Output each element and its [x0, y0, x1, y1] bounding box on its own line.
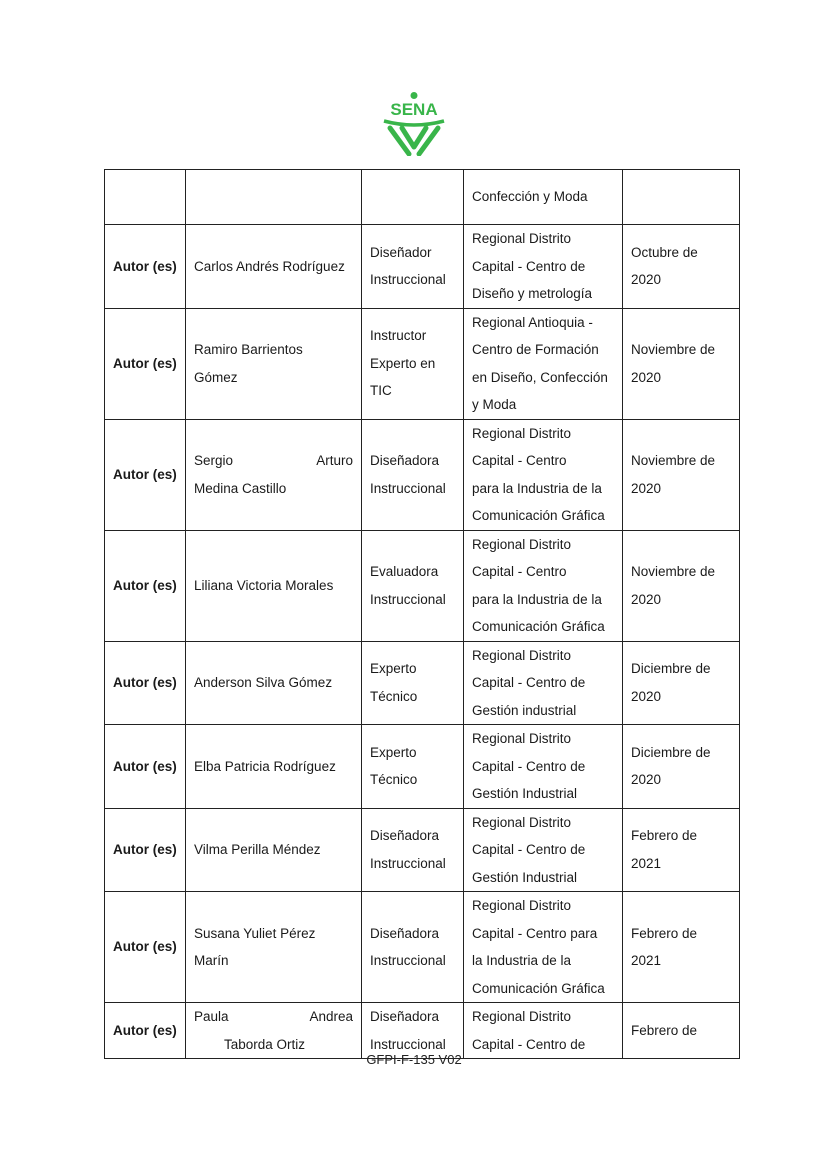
cell-line: Capital - Centro de: [472, 1036, 586, 1052]
cell-line: Sergio Arturo: [194, 453, 353, 468]
cell-line: 2020: [631, 772, 662, 788]
cell-line: en Diseño, Confección: [472, 369, 608, 385]
role-cell: Autor (es): [105, 641, 186, 725]
cell-line: Técnico: [370, 772, 418, 788]
cell-line: Gómez: [194, 369, 238, 385]
cell-line: Anderson Silva Gómez: [194, 675, 333, 690]
cell-line: Diciembre de: [631, 744, 711, 760]
cell-line: la Industria de la: [472, 953, 572, 968]
position-cell: [362, 419, 464, 530]
role-cell: Autor (es): [105, 308, 186, 419]
name-cell: [186, 808, 362, 892]
name-cell: [186, 419, 362, 530]
cell-line: Ramiro Barrientos: [194, 342, 303, 357]
position-cell: [362, 530, 464, 641]
name-cell: [186, 225, 362, 309]
cell-line: Diseñador: [370, 244, 432, 260]
cell-line: Capital - Centro de: [472, 675, 586, 690]
date-cell: [623, 641, 740, 725]
cell-line: TIC: [370, 383, 392, 399]
cell-line: Vilma Perilla Méndez: [194, 842, 321, 857]
role-cell: Autor (es): [105, 419, 186, 530]
position-cell: [362, 225, 464, 309]
cell-line: Marín: [194, 953, 229, 968]
name-cell: [186, 170, 362, 225]
position-cell: [362, 308, 464, 419]
date-cell: [623, 725, 740, 809]
table-row: [105, 170, 740, 225]
cell-line: Instruccional: [370, 272, 446, 288]
cell-line: Capital - Centro de: [472, 258, 586, 274]
unit-cell: [464, 725, 623, 809]
position-cell: [362, 641, 464, 725]
date-cell: [623, 308, 740, 419]
cell-line: Evaluadora: [370, 564, 439, 579]
cell-line: Elba Patricia Rodríguez: [194, 758, 336, 774]
table-row: [105, 530, 740, 641]
date-cell: [623, 1003, 740, 1059]
table-row: [105, 419, 740, 530]
cell-line: 2020: [631, 369, 662, 385]
cell-line: Febrero de: [631, 828, 698, 844]
cell-line: Carlos Andrés Rodríguez: [194, 258, 345, 274]
cell-line: para la Industria de la: [472, 480, 602, 496]
cell-line: 2021: [631, 953, 662, 968]
cell-line: Experto: [370, 661, 417, 677]
cell-line: Capital - Centro: [472, 564, 567, 579]
cell-line: Capital - Centro para: [472, 925, 598, 941]
unit-cell: [464, 170, 623, 225]
cell-line: Regional Distrito: [472, 814, 572, 830]
role-cell: Autor (es): [105, 892, 186, 1003]
unit-cell: [464, 1003, 623, 1059]
cell-line: Regional Distrito: [472, 1009, 572, 1024]
table-row: [105, 308, 740, 419]
cell-line: Diseñadora: [370, 828, 440, 844]
cell-line: Octubre de: [631, 244, 698, 260]
cell-line: Instruccional: [370, 480, 446, 496]
cell-line: Instruccional: [370, 953, 446, 968]
unit-cell: [464, 530, 623, 641]
date-cell: [623, 225, 740, 309]
name-cell: [186, 641, 362, 725]
cell-line: Capital - Centro de: [472, 758, 586, 774]
position-cell: [362, 892, 464, 1003]
cell-line: Experto: [370, 744, 417, 760]
cell-line: Noviembre de: [631, 453, 716, 468]
cell-line: Comunicación Gráfica: [472, 980, 605, 996]
cell-line: Medina Castillo: [194, 480, 287, 496]
role-cell: Autor (es): [105, 530, 186, 641]
cell-line: 2020: [631, 591, 662, 607]
table-row: [105, 892, 740, 1003]
role-cell: Autor (es): [105, 1003, 186, 1059]
cell-line: Gestión Industrial: [472, 869, 578, 885]
position-cell: [362, 725, 464, 809]
cell-line: Paula Andrea: [194, 1009, 353, 1024]
table-row: [105, 641, 740, 725]
date-cell: [623, 419, 740, 530]
role-cell: Autor (es): [105, 225, 186, 309]
cell-line: Liliana Victoria Morales: [194, 577, 334, 593]
date-cell: [623, 170, 740, 225]
cell-line: 2020: [631, 688, 662, 704]
cell-line: Diseñadora: [370, 925, 440, 941]
unit-cell: [464, 419, 623, 530]
unit-cell: [464, 641, 623, 725]
position-cell: [362, 170, 464, 225]
cell-line: 2020: [631, 480, 662, 496]
cell-line: Centro de Formación: [472, 342, 599, 357]
cell-line: Regional Distrito: [472, 231, 572, 246]
cell-line: Instruccional: [370, 591, 446, 607]
sena-logo: [380, 92, 448, 156]
table-row: [105, 225, 740, 309]
cell-line: Capital - Centro de: [472, 842, 586, 857]
cell-line: Gestión industrial: [472, 702, 577, 718]
role-cell: Autor (es): [105, 808, 186, 892]
footer-code: GFPI-F-135 V02: [366, 1052, 462, 1067]
cell-line: Regional Antioquia -: [472, 314, 593, 330]
cell-line: 2020: [631, 272, 662, 288]
date-cell: [623, 808, 740, 892]
cell-line: Regional Distrito: [472, 536, 572, 552]
cell-line: Regional Distrito: [472, 898, 572, 913]
name-cell: [186, 1003, 362, 1059]
cell-line: Técnico: [370, 688, 418, 704]
cell-line: Regional Distrito: [472, 731, 572, 746]
cell-line: Confección y Moda: [472, 189, 588, 205]
name-cell: [186, 530, 362, 641]
cell-line: Noviembre de: [631, 564, 716, 579]
table-row: [105, 1003, 740, 1059]
cell-line: Gestión Industrial: [472, 786, 578, 801]
role-cell: [105, 170, 186, 225]
unit-cell: [464, 308, 623, 419]
cell-line: Instruccional: [370, 1036, 446, 1052]
cell-line: y Moda: [472, 397, 517, 412]
logo-arc: [384, 121, 444, 125]
name-cell: [186, 725, 362, 809]
cell-line: Diseñadora: [370, 1009, 440, 1024]
cell-line: Regional Distrito: [472, 647, 572, 663]
name-cell: [186, 892, 362, 1003]
cell-line: Susana Yuliet Pérez: [194, 925, 316, 941]
unit-cell: [464, 225, 623, 309]
cell-line: Experto en: [370, 355, 436, 371]
cell-line: Diseñadora: [370, 453, 440, 468]
date-cell: [623, 530, 740, 641]
cell-line: Instruccional: [370, 855, 446, 871]
cell-line: Comunicación Gráfica: [472, 508, 605, 523]
logo-figure: [390, 128, 438, 154]
unit-cell: [464, 808, 623, 892]
cell-line: Febrero de: [631, 1022, 698, 1038]
date-cell: [623, 892, 740, 1003]
cell-line: Instructor: [370, 328, 427, 344]
cell-line: Taborda Ortiz: [224, 1036, 306, 1052]
logo-dot: [411, 92, 418, 99]
cell-line: Diseño y metrología: [472, 286, 593, 301]
cell-line: Comunicación Gráfica: [472, 619, 605, 634]
name-cell: [186, 308, 362, 419]
cell-line: para la Industria de la: [472, 591, 602, 607]
table-row: [105, 808, 740, 892]
unit-cell: [464, 892, 623, 1003]
cell-line: Regional Distrito: [472, 425, 572, 441]
role-cell: Autor (es): [105, 725, 186, 809]
authors-table: [104, 169, 740, 1059]
logo-text: SENA: [390, 100, 438, 119]
cell-line: 2021: [631, 855, 662, 871]
position-cell: [362, 1003, 464, 1059]
table-row: [105, 725, 740, 809]
cell-line: Capital - Centro: [472, 453, 567, 468]
cell-line: Noviembre de: [631, 342, 716, 357]
cell-line: Diciembre de: [631, 661, 711, 677]
cell-line: Febrero de: [631, 925, 698, 941]
position-cell: [362, 808, 464, 892]
